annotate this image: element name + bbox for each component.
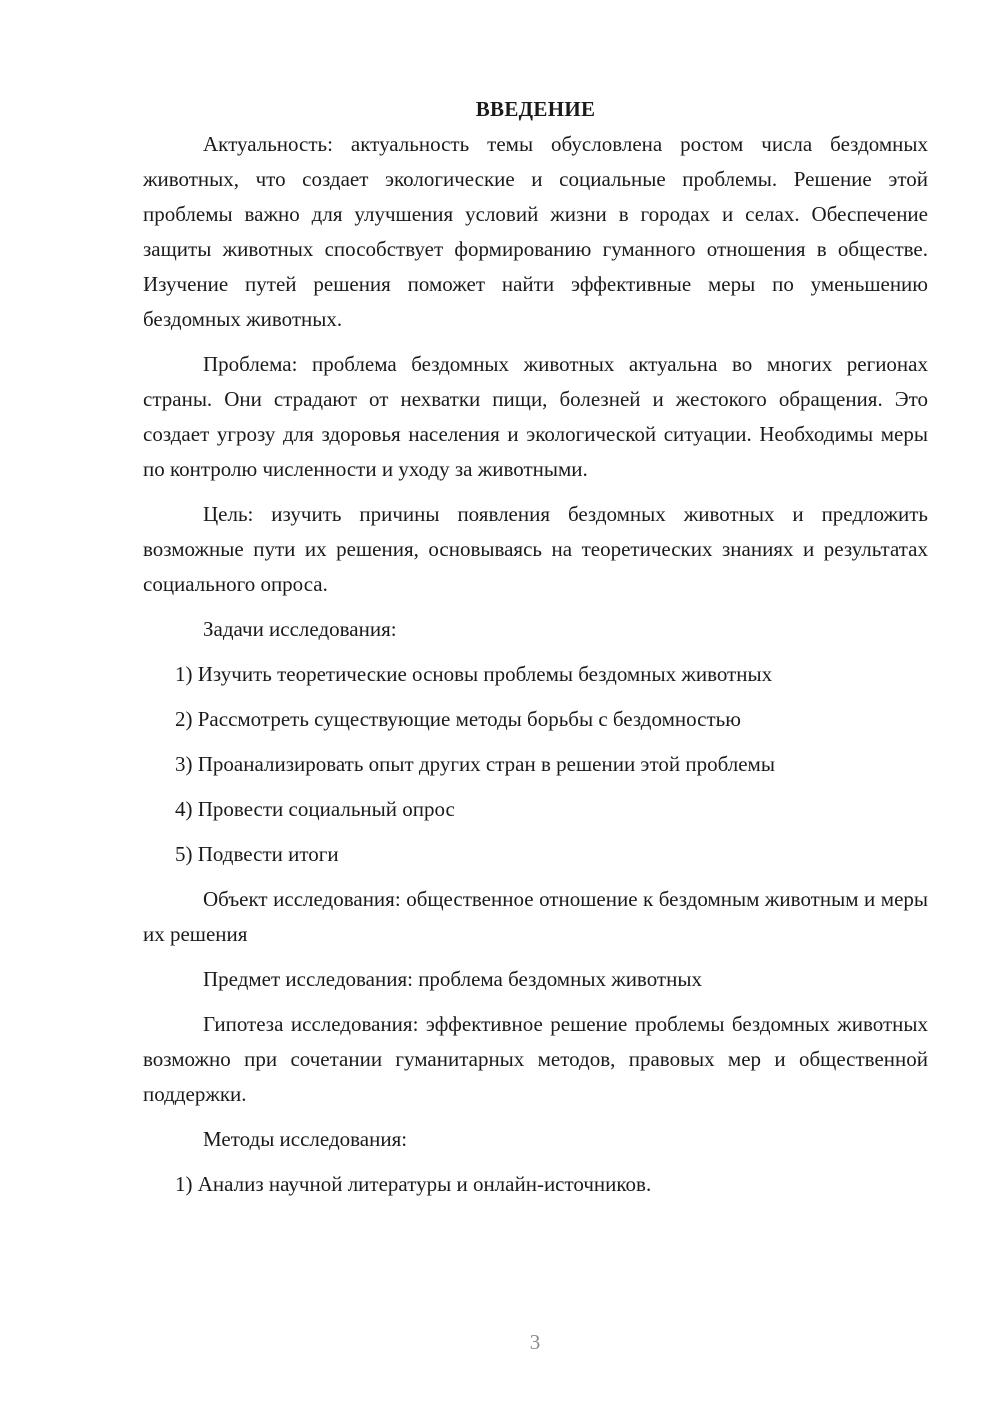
methods-heading: Методы исследования: [203, 1127, 408, 1151]
page-number: 3 [529, 1330, 541, 1354]
tasks-list [143, 657, 928, 872]
list-item: 4) Провести социальный опрос [175, 797, 455, 821]
paragraph-relevance: Актуальность: актуальность темы обусловлена ростом числа бездомных животных, что создает экологические и социальные проблемы. Решение этой проблемы важно для улучшения условий жизни в городах и селах. Обеспечение защиты животных способствует формированию гуманного отношения в обществе. Изучение путей решения поможет найти эффективные меры по уменьшению бездомных животных. [143, 132, 928, 331]
tasks-heading: Задачи исследования: [203, 617, 397, 641]
list-item: 3) Проанализировать опыт других стран в решении этой проблемы [175, 752, 775, 776]
section-title: ВВЕДЕНИЕ [475, 97, 596, 121]
paragraph-object: Объект исследования: общественное отношение к бездомным животным и меры их решения [143, 887, 928, 946]
list-item: 2) Рассмотреть существующие методы борьбы с бездомностью [175, 707, 741, 731]
list-item: 5) Подвести итоги [175, 842, 339, 866]
paragraph-goal: Цель: изучить причины появления бездомных животных и предложить возможные пути их решения, основываясь на теоретических знаниях и результатах социального опроса. [143, 502, 928, 596]
paragraph-problem: Проблема: проблема бездомных животных актуальна во многих регионах страны. Они страдают от нехватки пищи, болезней и жестокого обращения. Это создает угрозу для здоровья населения и экологической ситуации. Необходимы меры по контролю численности и уходу за животными. [143, 352, 928, 481]
paragraph-hypothesis: Гипотеза исследования: эффективное решение проблемы бездомных животных возможно при сочетании гуманитарных методов, правовых мер и общественной поддержки. [143, 1012, 928, 1106]
list-item: 1) Анализ научной литературы и онлайн-источников. [175, 1172, 652, 1196]
paragraph-subject: Предмет исследования: проблема бездомных животных [203, 967, 702, 991]
methods-list [143, 1167, 928, 1202]
list-item: 1) Изучить теоретические основы проблемы бездомных животных [175, 662, 773, 686]
document-page [143, 92, 928, 1212]
